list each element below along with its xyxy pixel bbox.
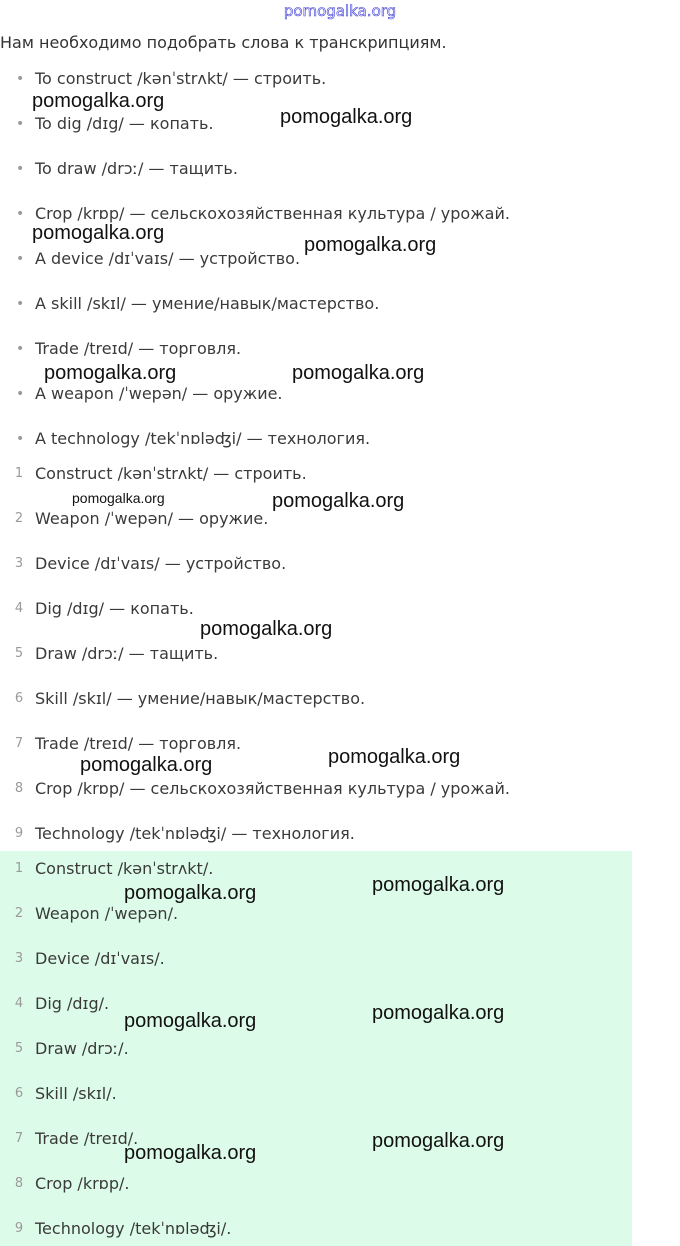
item-number: 9 <box>14 1221 24 1236</box>
item-number: 5 <box>14 646 24 661</box>
watermark-text: pomogalka.org <box>280 106 413 128</box>
watermark-text: pomogalka.org <box>292 362 425 384</box>
item-text: To draw /drɔː/ — тащить. <box>35 159 238 178</box>
item-text: Draw /drɔː/. <box>35 1039 129 1058</box>
watermark-text: pomogalka.org <box>124 1142 257 1164</box>
item-number: 4 <box>14 601 24 616</box>
watermark-text: pomogalka.org <box>44 362 177 384</box>
item-text: Technology /tekˈnɒləʤi/ — технология. <box>35 824 355 843</box>
watermark-text: pomogalka.org <box>372 1002 505 1024</box>
bullet-icon: • <box>16 296 25 312</box>
bullet-icon: • <box>16 386 25 402</box>
item-text: Skill /skɪl/ — умение/навык/мастерство. <box>35 689 366 708</box>
item-number: 7 <box>14 1131 24 1146</box>
item-text: A weapon /ˈwepən/ — оружие. <box>35 384 283 403</box>
item-number: 8 <box>14 781 24 796</box>
item-text: Dig /dɪg/. <box>35 994 110 1013</box>
item-number: 1 <box>14 861 24 876</box>
item-text: A skill /skɪl/ — умение/навык/мастерство. <box>35 294 380 313</box>
item-text: Construct /kənˈstrʌkt/. <box>35 859 214 878</box>
watermark-text: pomogalka.org <box>304 234 437 256</box>
item-text: Trade /treɪd/ — торговля. <box>35 734 242 753</box>
watermark-text: pomogalka.org <box>372 874 505 896</box>
item-text: Weapon /ˈwepən/. <box>35 904 179 923</box>
watermark-text: pomogalka.org <box>124 882 257 904</box>
watermark-text: pomogalka.org <box>328 746 461 768</box>
item-number: 7 <box>14 736 24 751</box>
item-text: A device /dɪˈvaɪs/ — устройство. <box>35 249 301 268</box>
item-number: 6 <box>14 691 24 706</box>
watermark-text: pomogalka.org <box>372 1130 505 1152</box>
item-text: Device /dɪˈvaɪs/. <box>35 949 165 968</box>
item-number: 2 <box>14 906 24 921</box>
bullet-icon: • <box>16 341 25 357</box>
item-text: To construct /kənˈstrʌkt/ — строить. <box>35 69 327 88</box>
bullet-icon: • <box>16 431 25 447</box>
item-text: Skill /skɪl/. <box>35 1084 117 1103</box>
item-number: 2 <box>14 511 24 526</box>
watermark-text: pomogalka.org <box>72 490 165 506</box>
item-number: 4 <box>14 996 24 1011</box>
watermark-text: pomogalka.org <box>124 1010 257 1032</box>
item-number: 3 <box>14 951 24 966</box>
bullet-icon: • <box>16 71 25 87</box>
item-text: Technology /tekˈnɒləʤi/. <box>35 1219 232 1238</box>
item-text: Crop /krɒp/. <box>35 1174 130 1193</box>
item-number: 9 <box>14 826 24 841</box>
item-number: 6 <box>14 1086 24 1101</box>
item-number: 5 <box>14 1041 24 1056</box>
item-number: 3 <box>14 556 24 571</box>
item-text: Weapon /ˈwepən/ — оружие. <box>35 509 269 528</box>
item-number: 8 <box>14 1176 24 1191</box>
item-text: Trade /treɪd/. <box>35 1129 139 1148</box>
item-text: Crop /krɒp/ — сельскохозяйственная культура / урожай. <box>35 204 510 223</box>
watermark-text: pomogalka.org <box>80 754 213 776</box>
item-text: To dig /dɪg/ — копать. <box>35 114 214 133</box>
watermark-text: pomogalka.org <box>32 222 165 244</box>
site-title: pomogalka.org <box>283 2 397 20</box>
watermark-text: pomogalka.org <box>200 618 333 640</box>
bullet-icon: • <box>16 116 25 132</box>
bullet-icon: • <box>16 251 25 267</box>
intro-text: Нам необходимо подобрать слова к транскрипциям. <box>0 33 447 52</box>
item-text: Device /dɪˈvaɪs/ — устройство. <box>35 554 287 573</box>
bullet-icon: • <box>16 161 25 177</box>
bullet-icon: • <box>16 206 25 222</box>
item-text: Crop /krɒp/ — сельскохозяйственная культура / урожай. <box>35 779 510 798</box>
watermark-text: pomogalka.org <box>32 90 165 112</box>
watermark-text: pomogalka.org <box>272 490 405 512</box>
item-text: Draw /drɔː/ — тащить. <box>35 644 219 663</box>
item-text: A technology /tekˈnɒləʤi/ — технология. <box>35 429 371 448</box>
item-text: Construct /kənˈstrʌkt/ — строить. <box>35 464 307 483</box>
item-text: Dig /dɪg/ — копать. <box>35 599 194 618</box>
item-text: Trade /treɪd/ — торговля. <box>35 339 242 358</box>
item-number: 1 <box>14 466 24 481</box>
